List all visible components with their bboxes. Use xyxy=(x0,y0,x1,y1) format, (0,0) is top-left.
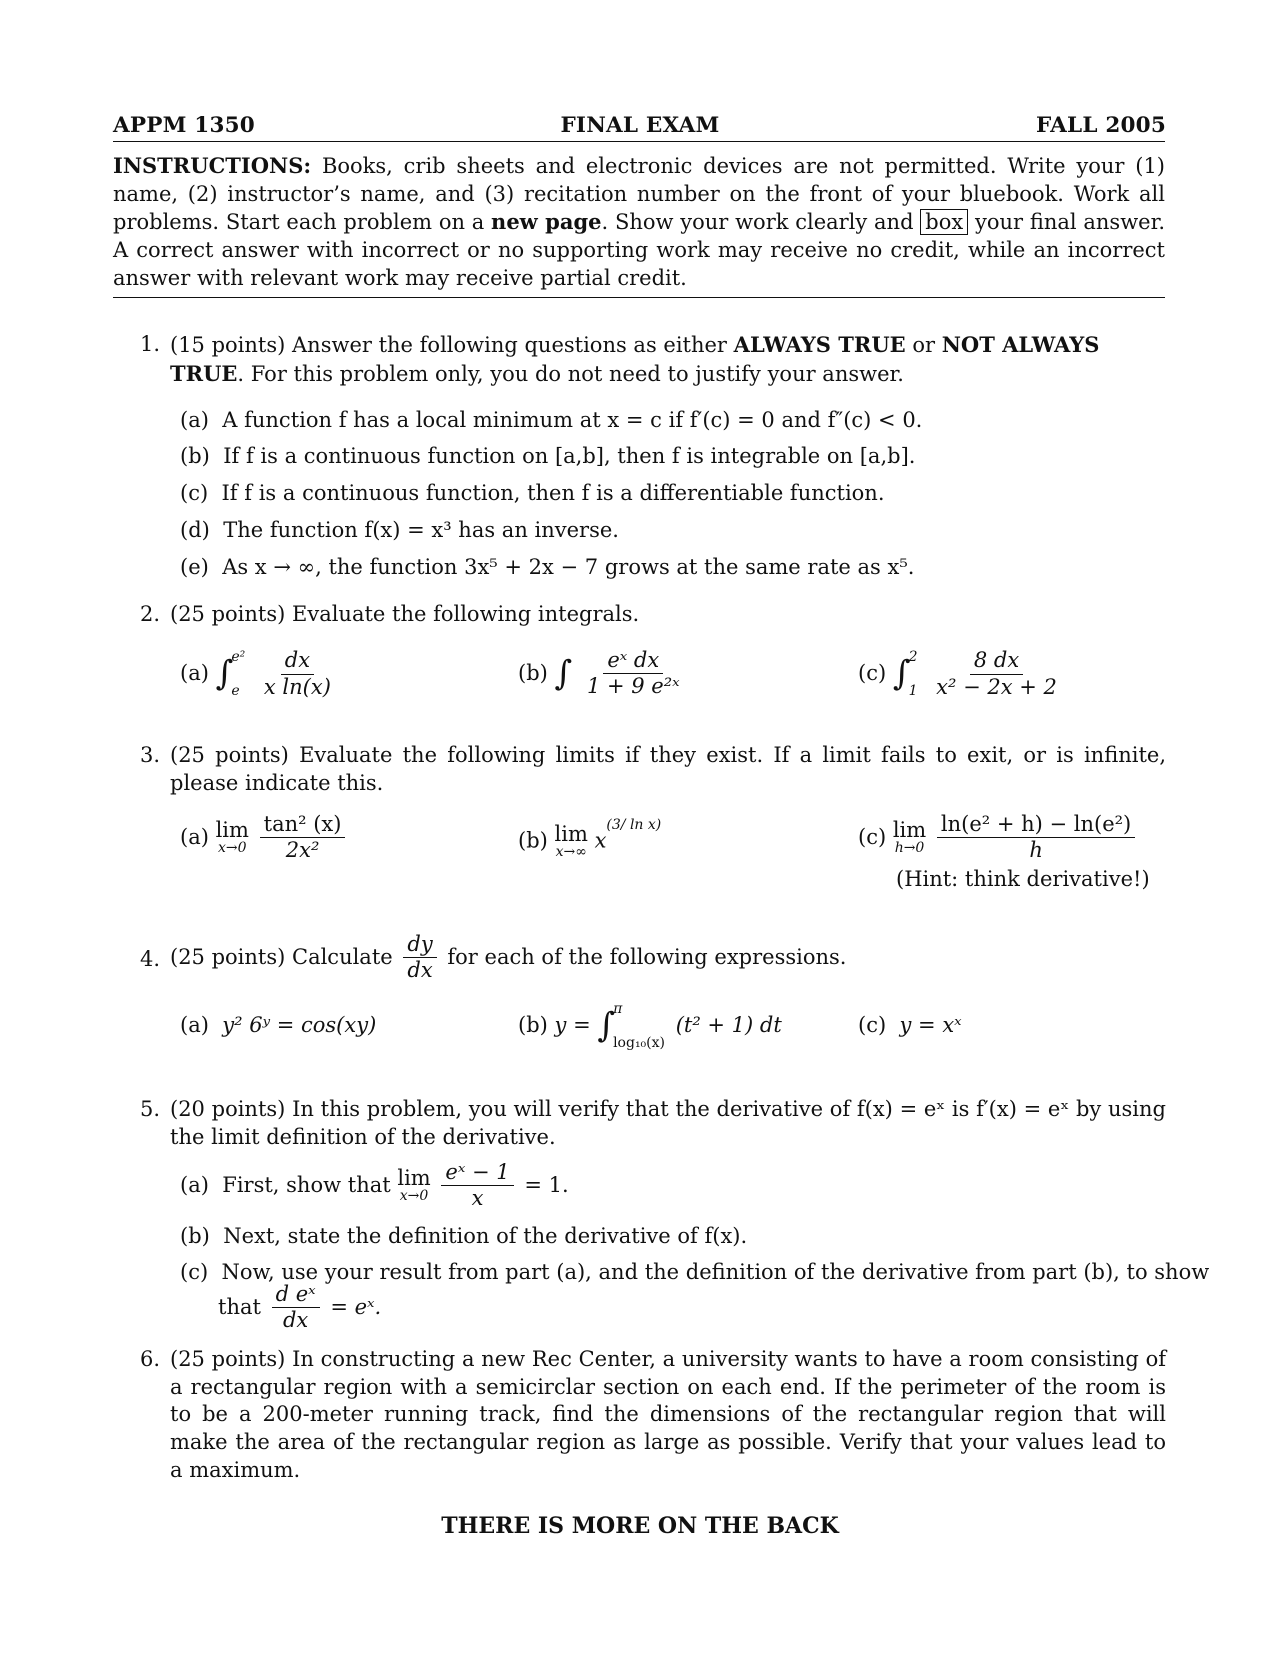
problem-1-text: (15 points) Answer the following questions as either ALWAYS TRUE or NOT ALWAYS TRUE. For this problem only, you do not need to justify your answer. xyxy=(170,332,1100,386)
integral-c: (c) ∫ 2 1 $\frac{8 dx}{\text{x² − 2x + 2}}$ xyxy=(858,648,1057,699)
derivative-a: (a) y² 6ʸ = cos(xy) xyxy=(180,1013,377,1037)
p1-item: (a) A function f has a local minimum at x = c if f′(c) = 0 and f″(c) < 0. xyxy=(180,408,923,432)
footer-note: THERE IS MORE ON THE BACK xyxy=(441,1513,839,1539)
exam-term: FALL 2005 xyxy=(1035,113,1166,138)
limit-c: (c) lim h→0 $\frac{\text{ln(e² + h) − ln(e²)}}{h}$ xyxy=(858,812,1139,863)
p1-item: (c) If f is a continuous function, then f is a differentiable function. xyxy=(180,481,885,505)
instructions: INSTRUCTIONS: Books, crib sheets and electronic devices are not permitted. Write your (1) name, (2) instructor’s name, and (3) recitation number on the front of your bluebook. Work all problems. Start each problem on a new page. Show your work clearly and box your final answer. A correct answer with incorrect or no supporting work may receive no credit, while an incorrect answer with relevant work may receive partial credit. xyxy=(113,153,1166,290)
limit-b: (b) lim x→∞ $x^{(3/ ln x)}$ xyxy=(518,817,662,860)
problem-5: 5. (20 points) In this problem, you will verify that the derivative of f(x) = eˣ is f′(x) = eˣ by using the limit definition of the derivative. xyxy=(140,1097,1166,1149)
p5-part-b: (b) Next, state the definition of the derivative of f(x). xyxy=(180,1224,748,1248)
header-rule xyxy=(113,141,1165,142)
instructions-rule xyxy=(113,297,1165,298)
course-code: APPM 1350 xyxy=(113,113,255,138)
integral-a: (a) ∫ e² e $\frac{dx}{\text{x ln(x)}}$ xyxy=(180,648,331,699)
problem-2: 2. (25 points) Evaluate the following integrals. xyxy=(140,602,640,626)
problem-1: 1. (15 points) Answer the following questions as either ALWAYS TRUE or NOT ALWAYS TRUE. For this problem only, you do not need to justify your answer. xyxy=(140,331,1166,388)
instructions-label: INSTRUCTIONS: xyxy=(113,153,312,178)
exam-title: FINAL EXAM xyxy=(560,113,720,138)
limit-c-hint: (Hint: think derivative!) xyxy=(896,867,1150,891)
boxed-word: box xyxy=(920,209,968,235)
limit-a: (a) lim x→0 $\frac{\text{tan² (x)}}{\text{2x²}}$ xyxy=(180,812,349,863)
derivative-b: (b) y = ∫ π log₁₀(x) (t² + 1) dt xyxy=(518,1001,782,1051)
p5-part-c: (c) Now, use your result from part (a), and the definition of the derivative from part (b), to show xyxy=(180,1260,1210,1284)
derivative-c: (c) y = xˣ xyxy=(858,1013,962,1037)
p1-item: (d) The function f(x) = x³ has an inverse. xyxy=(180,518,619,542)
problem-3: 3. (25 points) Evaluate the following limits if they exist. If a limit fails to exit, or is infinite, please indicate this. xyxy=(140,743,1166,795)
problem-6: 6. (25 points) In constructing a new Rec Center, a university wants to have a room consisting of a rectangular region with a semicirclar section on each end. If the perimeter of the room is to be a 200-meter running track, find the dimensions of the rectangular region that will make the area of the rectangular region as large as possible. Verify that your values lead to a maximum. xyxy=(140,1347,1166,1482)
p5-part-c-cont: that $\frac{\text{d eˣ}}{dx}$ = eˣ. xyxy=(218,1282,382,1333)
p1-item: (b) If f is a continuous function on [a,b], then f is integrable on [a,b]. xyxy=(180,444,916,468)
problem-4: 4. (25 points) Calculate $\frac{dy}{dx}$ for each of the following expressions. xyxy=(140,932,847,983)
integral-b: (b) ∫ $\frac{\text{eˣ dx}}{\text{1 + 9 e²ˣ}}$ xyxy=(518,648,680,699)
p5-part-a: (a) First, show that lim x→0 $\frac{\text{eˣ − 1}}{x}$ = 1. xyxy=(180,1160,569,1211)
p1-item: (e) As x → ∞, the function 3x⁵ + 2x − 7 grows at the same rate as x⁵. xyxy=(180,555,915,579)
